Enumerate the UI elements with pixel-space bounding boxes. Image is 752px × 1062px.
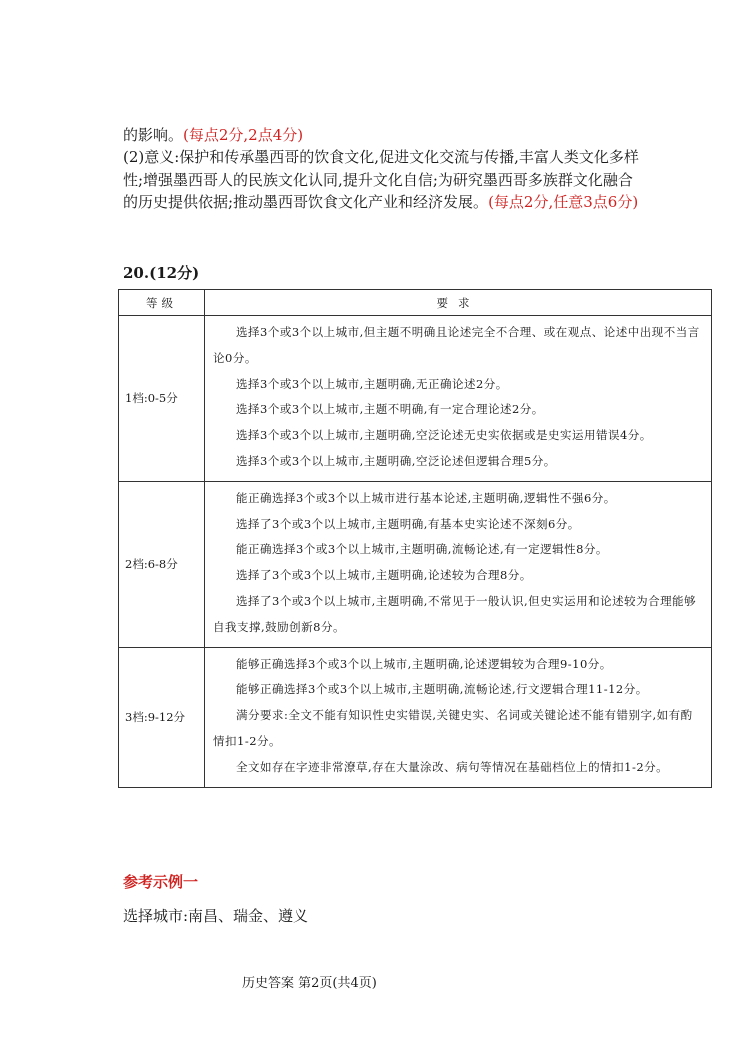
requirement-item: 满分要求:全文不能有知识性史实错误,关键史实、名词或关键论述不能有错别字,如有酌情扣1-2分。 [213, 708, 693, 748]
requirement-cell [205, 647, 712, 787]
intro-paragraph-2 [123, 146, 643, 214]
page-footer: 历史答案 第2页(共4页) [242, 976, 377, 991]
requirement-item: 选择3个或3个以上城市,主题明确,空泛论述无史实依据或是史实运用错误4分。 [236, 428, 652, 443]
intro-line1 [123, 124, 643, 147]
requirement-item: 选择3个或3个以上城市,主题明确,无正确论述2分。 [236, 376, 508, 391]
rubric-table [118, 289, 712, 788]
rubric-row-1 [119, 316, 712, 482]
intro-p2-score: (每点2分,任意3点6分) [488, 193, 639, 211]
requirement-item: 选择3个或3个以上城市,但主题不明确且论述完全不合理、或在观点、论述中出现不当言论0分。 [213, 325, 700, 365]
level-cell: 1档:0-5分 [119, 316, 205, 482]
requirement-item: 选择了3个或3个以上城市,主题明确,不常见于一般认识,但史实运用和论述较为合理能够自我支撑,鼓励创新8分。 [213, 593, 697, 634]
rubric-row-3 [119, 647, 712, 787]
intro-line1-text: 的影响。 [123, 126, 184, 144]
requirement-item: 选择了3个或3个以上城市,主题明确,论述较为合理8分。 [236, 568, 532, 583]
requirement-item: 选择了3个或3个以上城市,主题明确,有基本史实论述不深刻6分。 [236, 516, 580, 531]
requirement-item: 能够正确选择3个或3个以上城市,主题明确,流畅论述,行文逻辑合理11-12分。 [236, 682, 648, 697]
requirement-item: 选择3个或3个以上城市,主题明确,空泛论述但逻辑合理5分。 [236, 453, 556, 468]
requirement-item: 能够正确选择3个或3个以上城市,主题明确,论述逻辑较为合理9-10分。 [236, 656, 612, 671]
requirement-cell [205, 481, 712, 647]
header-level: 等级 [119, 290, 205, 316]
requirement-item: 选择3个或3个以上城市,主题不明确,有一定合理论述2分。 [236, 402, 544, 417]
rubric-header-row [119, 290, 712, 316]
rubric-row-2 [119, 481, 712, 647]
requirement-cell [205, 316, 712, 482]
intro-p2-text: (2)意义:保护和传承墨西哥的饮食文化,促进文化交流与传播,丰富人类文化多样性;增强墨西哥人的民族文化认同,提升文化自信;为研究墨西哥多族群文化融合的历史提供依据;推动墨西哥饮食文化产业和经济发展。 [123, 148, 639, 211]
requirement-item: 能正确选择3个或3个以上城市进行基本论述,主题明确,逻辑性不强6分。 [236, 490, 616, 505]
example-cities: 选择城市:南昌、瑞金、遵义 [123, 907, 309, 925]
level-cell: 3档:9-12分 [119, 647, 205, 787]
level-cell: 2档:6-8分 [119, 481, 205, 647]
requirement-item: 全文如存在字迹非常潦草,存在大量涂改、病句等情况在基础档位上的情扣1-2分。 [236, 759, 669, 774]
requirement-item: 能正确选择3个或3个以上城市,主题明确,流畅论述,有一定逻辑性8分。 [236, 542, 608, 557]
header-requirement: 要求 [205, 290, 712, 316]
intro-line1-score: (每点2分,2点4分) [183, 126, 304, 144]
example-title: 参考示例一 [123, 873, 199, 891]
question-title: 20.(12分) [123, 264, 200, 282]
